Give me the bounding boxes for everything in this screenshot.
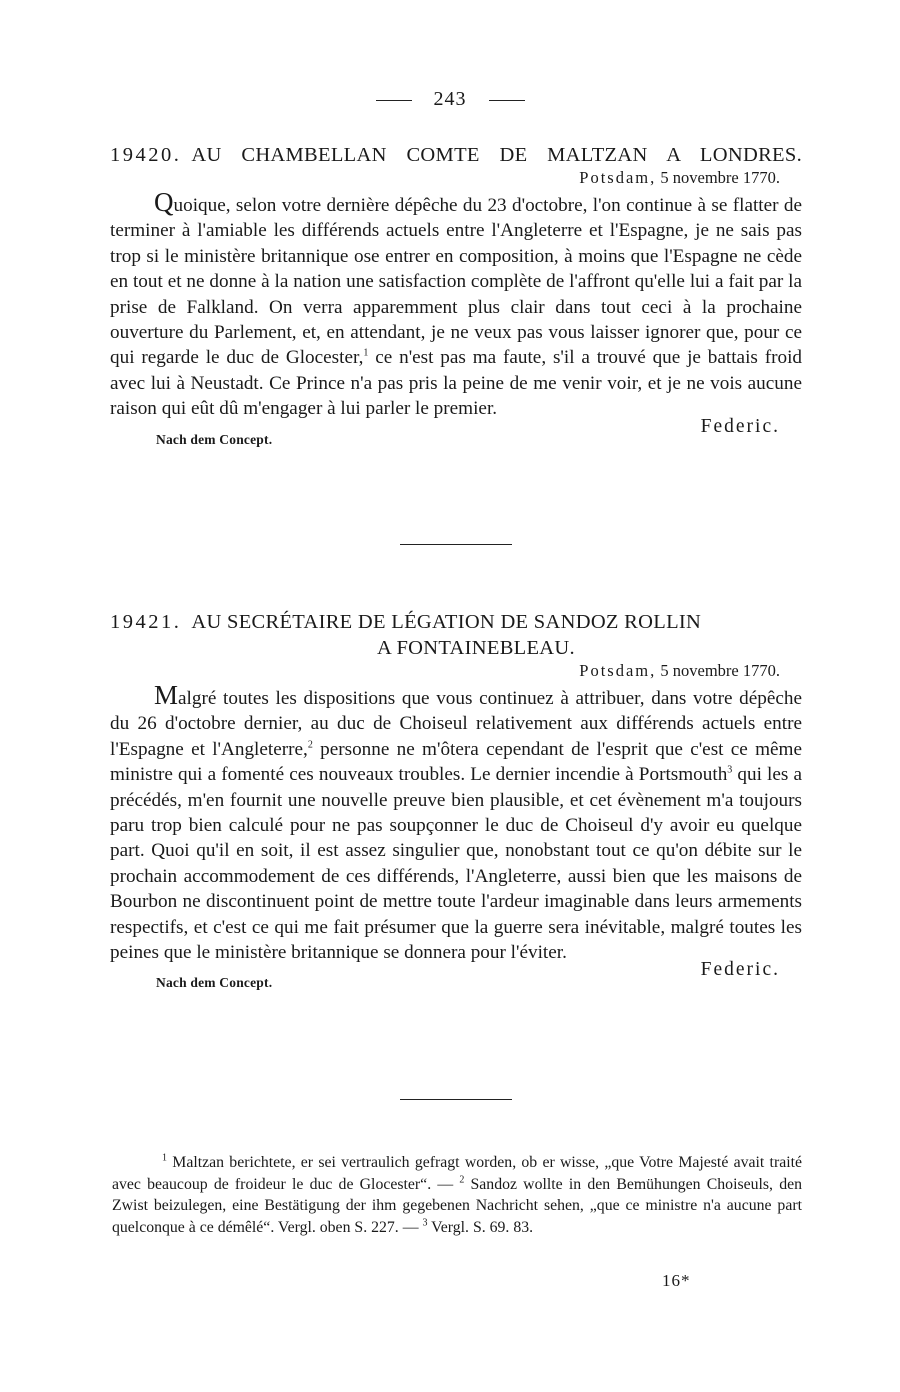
section-divider [400, 1099, 512, 1100]
letter-number: 19420. [110, 144, 182, 166]
footnote-mark: 3 [422, 1217, 428, 1229]
dateline-date: 5 novembre 1770. [660, 168, 780, 187]
closing [110, 415, 802, 448]
letter-heading [110, 609, 802, 661]
closing [110, 959, 802, 991]
dateline [110, 661, 802, 681]
letter-body [110, 680, 802, 965]
printer-signature-mark: 16* [662, 1271, 691, 1290]
letter-recipient-line2: A FONTAINEBLEAU. [377, 637, 575, 659]
body-text-part: algré toutes les dispositions que vous continuez à attribuer, dans votre dépêche du 26 d'octobre dernier, au duc de Choiseul relativement aux différends actuels entre l'Espagne et l'Angleterre, [110, 688, 802, 760]
body-text-part: uoique, selon votre dernière dépêche du 23 d'octobre, l'on continue à se flatter de terminer à l'amiable les différends actuels entre l'Angleterre et l'Espagne, je ne sais pas trop si le ministère britannique ose entrer en composition, à moins que l'Espagne ne cède en tout et ne donne à la nation une satisfaction complète de l'affront qu'elle lui a fait par la prise de Falkland. On verra apparemment plus clair dans tout ceci à la prochaine ouverture du Parlement, et, en attendant, je ne veux pas vous laisser ignorer que, pour ce qui regarde le duc de Glocester, [110, 195, 802, 369]
dateline-place: Potsdam, [579, 168, 657, 187]
letter-recipient: AU CHAMBELLAN COMTE DE MALTZAN A LONDRES. [191, 144, 802, 166]
source-note: Nach dem Concept. [156, 975, 273, 991]
page-number: 243 [433, 88, 467, 110]
footnote-ref: 1 [363, 348, 369, 360]
dateline-date: 5 novembre 1770. [660, 661, 780, 680]
letter-heading [110, 142, 802, 168]
body-text-part: ce n'est pas ma faute, s'il a trouvé que je battais froid avec lui à Neustadt. Ce Prince n'a pas pris la peine de me venir voir, et je ne vois aucune raison qui eût dû m'engager à lui parler le premier. [110, 347, 802, 420]
source-note: Nach dem Concept. [156, 431, 273, 447]
footnote-text: Sandoz wollte in den Bemühungen Choiseuls, den Zwist beizulegen, eine Bestätigung der ihm gegebenen Nachricht sehen, „que ce ministre n'a aucune part quelconque à ce démêlé“. Vergl. oben S. 227. — [112, 1175, 802, 1236]
footnote-text: Vergl. S. 69. 83. [431, 1218, 534, 1236]
footnote-mark: 1 [162, 1152, 167, 1164]
footnote-ref: 3 [727, 764, 733, 776]
letter-19420 [110, 142, 802, 448]
signature: Federic. [700, 959, 780, 981]
letter-body [110, 187, 802, 422]
letter-recipient: AU SECRÉTAIRE DE LÉGATION DE SANDOZ ROLLIN [191, 611, 702, 633]
footnotes [112, 1152, 802, 1238]
letter-19421 [110, 609, 802, 991]
footnote-mark: 2 [459, 1174, 465, 1186]
footnote-text: Maltzan berichtete, er sei vertraulich gefragt worden, ob er wisse, „que Votre Majesté avait traité avec beaucoup de froideur le duc de Glocester“. — [112, 1154, 803, 1193]
signature: Federic. [700, 415, 780, 437]
body-text-part: qui les a précédés, m'en fournit une nouvelle preuve bien plausible, et cet évènement m'a toujours paru trop bien calculé pour ne pas soupçonner le duc de Choiseul d'y avoir eu quelque part. Quoi qu'il en soit, il est assez singulier que, nonobstant tout ce qu'on débite sur le prochain accommodement de ces différends, l'Angleterre, aussi bien que les maisons de Bourbon ne discontinuent point de mettre toute l'ardeur imaginable dans leurs armements respectifs, et c'est ce qui me fait présumer que la guerre sera inévitable, malgré toutes les peines que le ministère britannique se donnera pour l'éviter. [110, 764, 802, 964]
body-text-part: personne ne m'ôtera cependant de l'esprit que c'est ce même ministre qui a fomenté ces nouveaux troubles. Le dernier incendie à Portsmouth [110, 738, 802, 786]
header-rule-right [489, 100, 525, 101]
dateline-place: Potsdam, [579, 661, 657, 680]
footnote-ref: 2 [307, 739, 313, 751]
page-header [0, 88, 900, 111]
header-rule-left [376, 100, 412, 101]
dateline [110, 168, 802, 188]
drop-capital: Q [154, 187, 174, 217]
letter-number: 19421. [110, 611, 182, 633]
drop-capital: M [154, 680, 179, 710]
section-divider [400, 544, 512, 545]
